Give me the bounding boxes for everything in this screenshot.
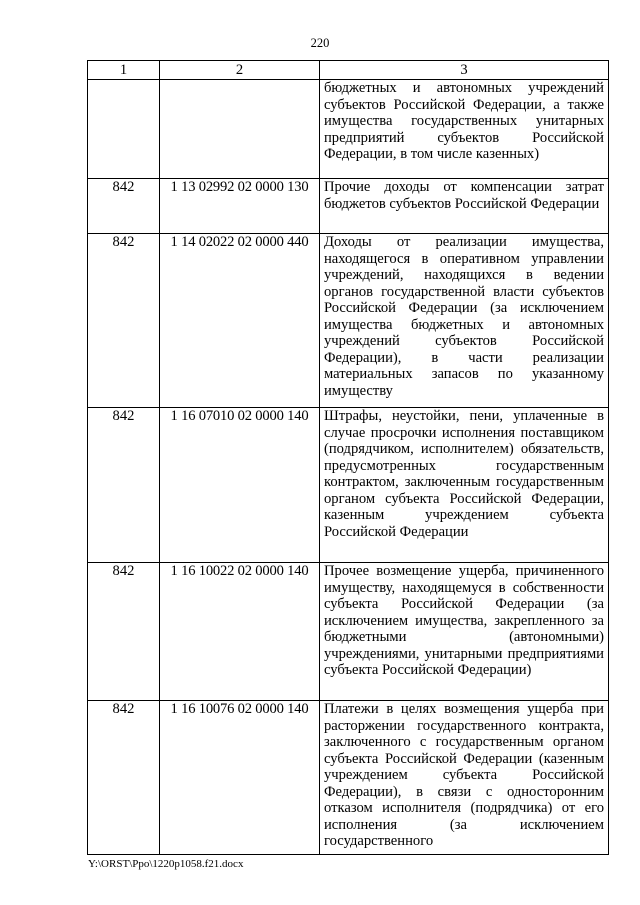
revenue-code-cell: 1 16 10076 02 0000 140 [160,701,320,855]
table-row [88,563,609,701]
table-row [88,408,609,563]
revenue-code-cell: 1 16 10022 02 0000 140 [160,563,320,701]
file-path-footer: Y:\ORST\Ppo\1220p1058.f21.docx [88,858,244,870]
column-header-3: 3 [320,61,609,80]
table-row [88,701,609,855]
column-header-2: 2 [160,61,320,80]
admin-code-cell: 842 [88,563,160,701]
page-number: 220 [310,36,330,50]
table-row [88,80,609,179]
revenue-code-cell: 1 14 02022 02 0000 440 [160,234,320,408]
revenue-code-cell: 1 13 02992 02 0000 130 [160,179,320,234]
description-cell: Прочие доходы от компенсации затрат бюджетов субъектов Российской Федерации [320,179,609,234]
description-cell: Доходы от реализации имущества, находящегося в оперативном управлении учреждений, находящихся в ведении органов государственной власти субъектов Российской Федерации (за исключением имущества бюджетных и автономных учреждений субъектов Российской Федерации), в части реализации материальных запасов по указанному имуществу [320,234,609,408]
table-header-row [88,61,609,80]
admin-code-cell: 842 [88,408,160,563]
revenue-code-cell [160,80,320,179]
admin-code-cell: 842 [88,234,160,408]
table-row [88,179,609,234]
admin-code-cell: 842 [88,701,160,855]
revenue-codes-table [87,60,609,855]
revenue-code-cell: 1 16 07010 02 0000 140 [160,408,320,563]
table-row [88,234,609,408]
description-cell: Платежи в целях возмещения ущерба при расторжении государственного контракта, заключенного с государственным органом субъекта Российской Федерации (казенным учреждением субъекта Российской Федерации), в связи с односторонним отказом исполнителя (подрядчика) от его исполнения (за исключением государственного [320,701,609,855]
description-cell: Прочее возмещение ущерба, причиненного имуществу, находящемуся в собственности субъекта Российской Федерации (за исключением имущества, закрепленного за бюджетными (автономными) учреждениями, унитарными предприятиями субъекта Российской Федерации) [320,563,609,701]
column-header-1: 1 [88,61,160,80]
description-cell: Штрафы, неустойки, пени, уплаченные в случае просрочки исполнения поставщиком (подрядчиком, исполнителем) обязательств, предусмотренных государственным контрактом, заключенным государственным органом субъекта Российской Федерации, казенным учреждением субъекта Российской Федерации [320,408,609,563]
admin-code-cell [88,80,160,179]
admin-code-cell: 842 [88,179,160,234]
description-cell: бюджетных и автономных учреждений субъектов Российской Федерации, а также имущества государственных унитарных предприятий субъектов Российской Федерации, в том числе казенных) [320,80,609,179]
